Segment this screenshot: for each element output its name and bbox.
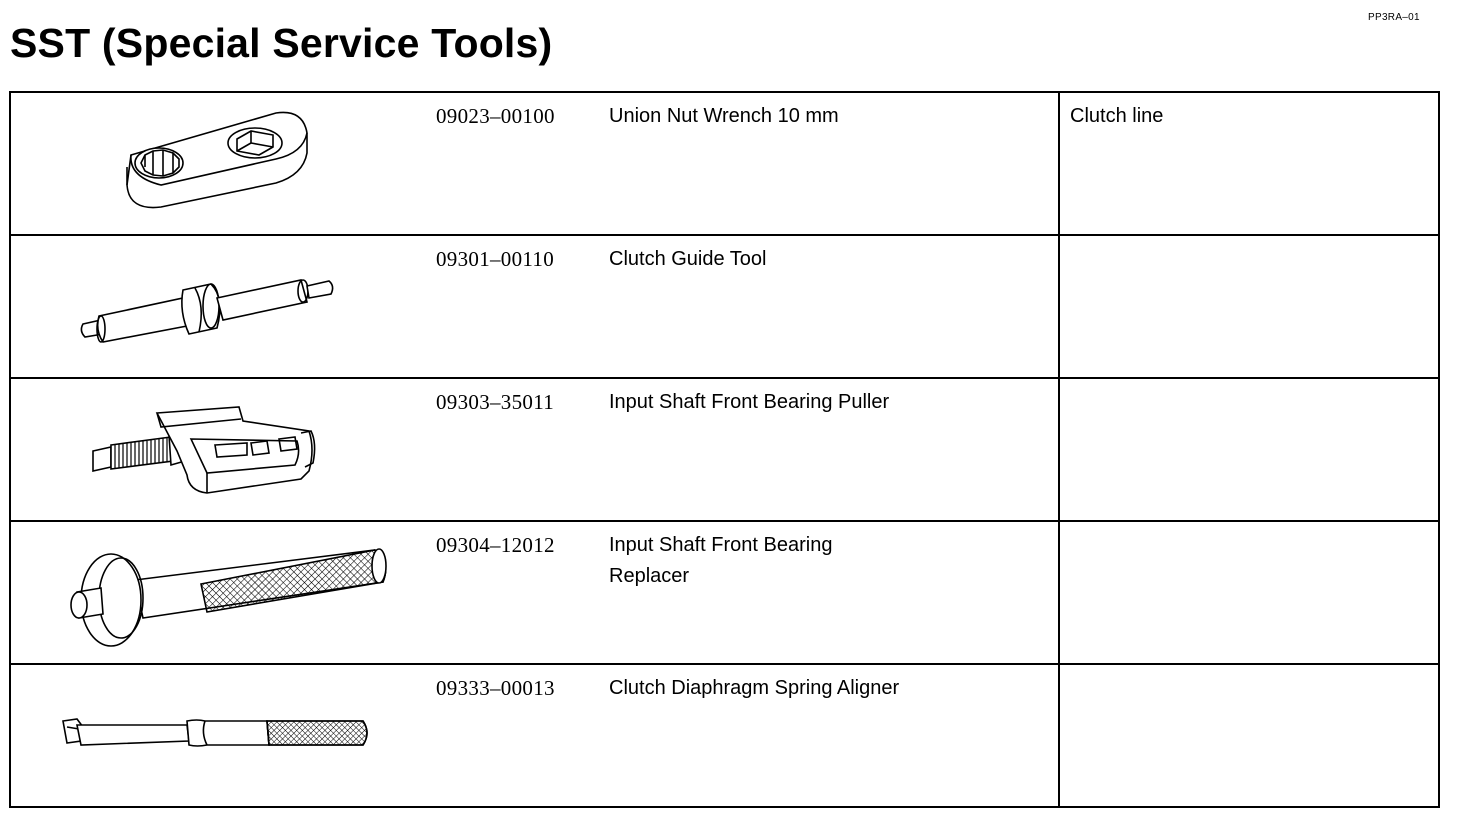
tool-name-line: Clutch Guide Tool <box>609 248 767 270</box>
note-cell <box>1058 522 1440 663</box>
tool-name <box>609 387 1039 418</box>
tool-name <box>609 244 1039 275</box>
clutch-guide-tool-icon <box>11 236 431 377</box>
table-row <box>11 665 1438 806</box>
union-nut-wrench-icon <box>11 93 431 234</box>
tool-note: Clutch line <box>1070 105 1164 127</box>
table-row <box>11 236 1438 379</box>
note-cell <box>1058 379 1440 520</box>
tool-name <box>609 101 1039 132</box>
part-number: 09023–00100 <box>436 104 555 128</box>
note-cell <box>1058 665 1440 806</box>
note-cell <box>1058 236 1440 377</box>
spring-aligner-icon <box>11 665 431 806</box>
part-number: 09333–00013 <box>436 676 555 700</box>
tool-name <box>609 530 1039 592</box>
document-code: PP3RA–01 <box>1368 12 1420 23</box>
part-number: 09303–35011 <box>436 390 555 414</box>
tool-name-line: Union Nut Wrench 10 mm <box>609 105 839 127</box>
tool-name-line: Input Shaft Front Bearing Puller <box>609 391 890 413</box>
table-row <box>11 379 1438 522</box>
tool-name <box>609 673 1039 704</box>
part-number: 09304–12012 <box>436 533 555 557</box>
page-title: SST (Special Service Tools) <box>10 20 553 66</box>
table-row <box>11 522 1438 665</box>
part-number: 09301–00110 <box>436 247 555 271</box>
tool-name-line: Replacer <box>609 565 690 587</box>
table-row <box>11 93 1438 236</box>
tool-name-line: Clutch Diaphragm Spring Aligner <box>609 677 900 699</box>
sst-table <box>9 91 1440 808</box>
tool-name-line: Input Shaft Front Bearing <box>609 534 833 556</box>
note-cell <box>1058 93 1440 234</box>
bearing-replacer-icon <box>11 522 431 663</box>
bearing-puller-icon <box>11 379 431 520</box>
